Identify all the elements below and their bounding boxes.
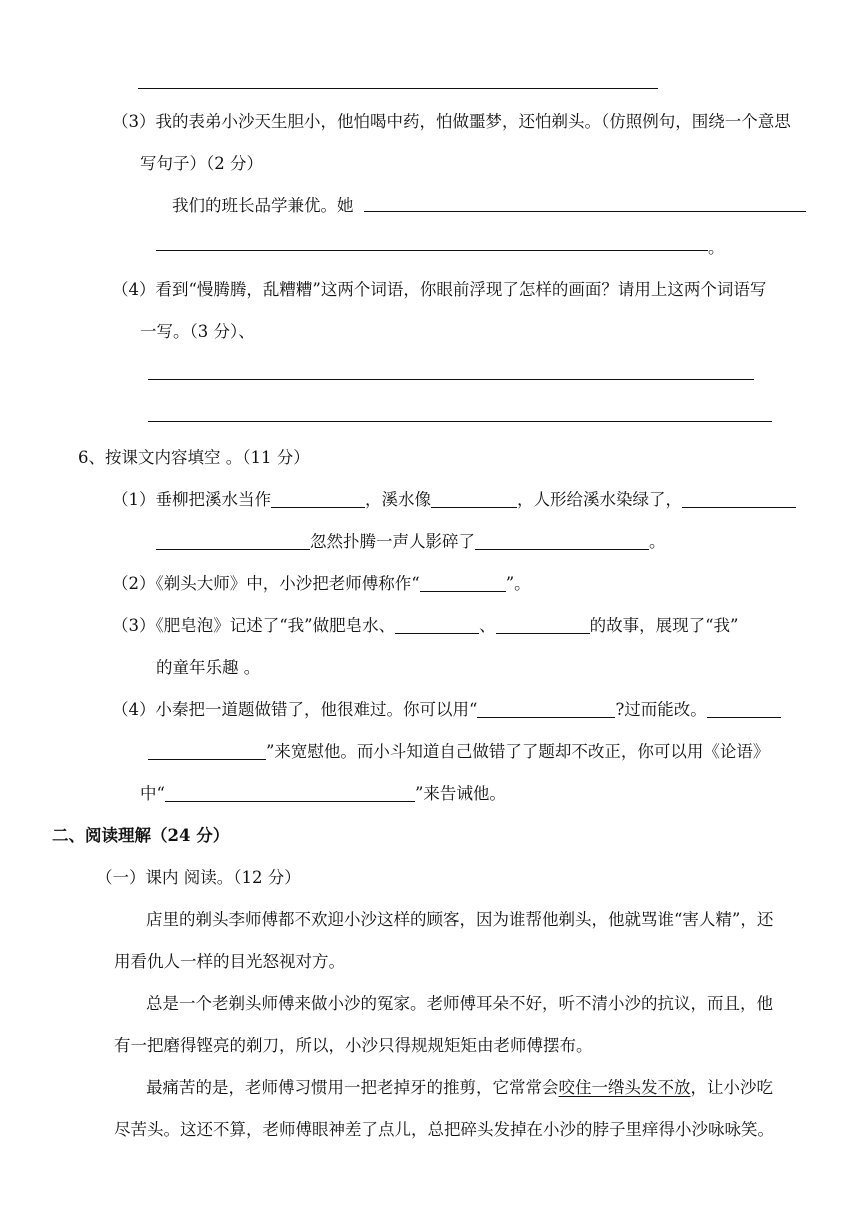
answer-line[interactable] (148, 421, 772, 422)
q6-item1-line1 (112, 489, 796, 511)
q6-item4-text-c: ”来宽慰他。而小斗知道自己做错了了题却不改正，你可以用《论语》 (266, 742, 770, 761)
blank[interactable] (431, 489, 517, 508)
answer-line[interactable] (156, 250, 708, 251)
q6-item1-text-a: （1）垂柳把溪水当作 (112, 490, 271, 509)
passage-p3-text-post: ，让小沙吃 (690, 1078, 773, 1097)
passage-p2-line2: 有一把磨得铿亮的剃刀，所以，小沙只得规规矩矩由老师傅摆布。 (114, 1036, 593, 1055)
q6-item2-text-a: （2）《剃头大师》中，小沙把老师傅称作“ (112, 574, 420, 593)
q6-item3-text-c: 的故事，展现了“我” (589, 616, 739, 635)
underlined-phrase: 咬住一绺头发不放 (558, 1078, 691, 1097)
blank[interactable] (496, 615, 590, 634)
passage-p1-line1: 店里的剃头李师傅都不欢迎小沙这样的顾客，因为谁帮他剃头，他就骂谁“害人精”，还 (146, 910, 774, 929)
answer-line[interactable] (148, 379, 754, 380)
passage-p3-line2: 尽苦头。这还不算，老师傅眼神差了点儿，总把碎头发掉在小沙的脖子里痒得小沙咏咏笑。 (114, 1120, 774, 1139)
answer-line[interactable] (138, 88, 658, 89)
q6-item4-line3 (140, 783, 506, 805)
q5-item3-line2: 写句子）（2 分） (140, 154, 263, 173)
blank[interactable] (165, 783, 415, 802)
q6-item3-line2: 的童年乐趣 。 (156, 658, 261, 677)
q6-item4-line2 (148, 741, 769, 763)
q6-item4-text-d: 中“ (140, 784, 165, 803)
passage-p3-text-pre: 最痛苦的是，老师傅习惯用一把老掉牙的推剪，它常常会 (146, 1078, 559, 1097)
subsection-title: （一）课内 阅读。（12 分） (96, 868, 301, 887)
q6-item1-text-c: ，人形给溪水染绿了， (517, 490, 682, 509)
q5-item4-line1: （4）看到“慢腾腾，乱糟糟”这两个词语，你眼前浮现了怎样的画面？请用上这两个词语写 (112, 280, 767, 299)
q5-item4-line2: 一写。（3 分）、 (140, 322, 255, 341)
q5-item3-line3: 我们的班长品学兼优。她 (172, 196, 354, 215)
q6-item1-text-b: ，溪水像 (365, 490, 431, 509)
answer-line[interactable] (364, 211, 806, 212)
q6-item4-text-a: （4）小秦把一道题做错了，他很难过。你可以用“ (112, 700, 478, 719)
q6-item2-text-b: ”。 (505, 574, 531, 593)
q6-item1-text-e: 。 (649, 532, 666, 551)
q6-item4-text-b: ?过而能改。 (615, 700, 707, 719)
q6-item3-text-a: （3）《肥皂泡》记述了“我”做肥皂水、 (112, 616, 396, 635)
blank[interactable] (707, 699, 781, 718)
blank[interactable] (148, 741, 266, 760)
blank[interactable] (420, 573, 506, 592)
q6-item4-text-e: ”来告诫他。 (414, 784, 506, 803)
sentence-end-mark: 。 (708, 238, 725, 257)
blank[interactable] (271, 489, 365, 508)
q6-item1-text-d: 忽然扑腾一声人影碎了 (310, 532, 475, 551)
q6-item3-line1 (112, 615, 739, 637)
q5-item3-line1: （3）我的表弟小沙天生胆小，他怕喝中药，怕做噩梦，还怕剃头。（仿照例句，围绕一个意思 (112, 112, 791, 131)
q6-item1-line2 (156, 531, 666, 553)
section-title: 二、阅读理解（24 分） (52, 826, 230, 845)
q6-item2 (112, 573, 531, 595)
blank[interactable] (475, 531, 649, 550)
q6-item3-text-b: 、 (479, 616, 496, 635)
blank[interactable] (477, 699, 615, 718)
blank[interactable] (156, 531, 310, 550)
passage-p1-line2: 用看仇人一样的目光怒视对方。 (114, 952, 345, 971)
passage-p2-line1: 总是一个老剃头师傅来做小沙的冤家。老师傅耳朵不好，听不清小沙的抗议，而且，他 (146, 994, 773, 1013)
blank[interactable] (682, 489, 796, 508)
q6-item4-line1 (112, 699, 781, 721)
q6-title: 6、按课文内容填空 。（11 分） (78, 448, 310, 467)
blank[interactable] (395, 615, 479, 634)
passage-p3-line1 (146, 1077, 773, 1099)
